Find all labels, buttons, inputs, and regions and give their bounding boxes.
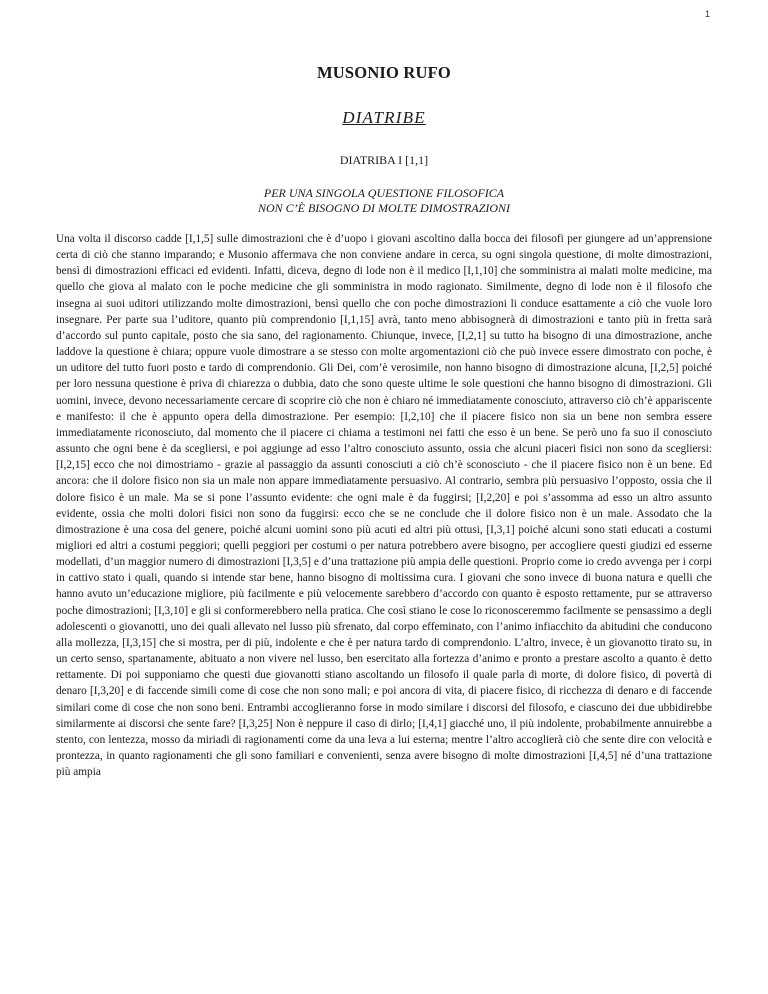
section-title: DIATRIBA I [1,1] <box>339 153 429 167</box>
subtitle-line-2: NON C’È BISOGNO DI MOLTE DIMOSTRAZIONI <box>257 201 511 215</box>
page-number: 1 <box>704 9 710 19</box>
section-subtitle <box>0 186 768 216</box>
subtitle-line-1: PER UNA SINGOLA QUESTIONE FILOSOFICA <box>263 186 505 200</box>
work-title: DIATRIBE <box>342 108 426 127</box>
author-heading: MUSONIO RUFO <box>317 63 451 82</box>
body-paragraph: Una volta il discorso cadde [I,1,5] sulle dimostrazioni che è d’uopo i giovani ascoltino dalla bocca dei filosofi per giungere ad un’apprensione certa di ciò che stanno imparando; e Musonio affermava che non conviene andare in cerca, su ogni singola questione, di molte dimostrazioni, bensì di dimostrazioni efficaci ed evidenti. Infatti, diceva, degno di lode non è il medico [I,1,10] che somministra ai malati molte medicine, ma quello che giova al malato con le poche medicine che gli somministra in modo ragionato. Similmente, degno di lode non è il filosofo che insegna ai suoi uditori utilizzando molte dimostrazioni, bensì quello che con poche dimostrazioni li conduce esattamente a ciò che vuole loro insegnare. Per parte sua l’uditore, quanto più comprendonio [I,1,15] avrà, tanto meno abbisognerà di dimostrazioni e tanto più in fretta sarà d’accordo sul punto capitale, posto che sia sano, del ragionamento. Chiunque, invece, [I,2,1] su tutto ha bisogno di una dimostrazione, anche laddove la questione è chiara; oppure vuole dimostrare a se stesso con molte argomentazioni ciò che può invece essere dimostrato con poche, è un uditore del tutto fuori posto e tardo di comprendonio. Gli Dei, com’è verosimile, non hanno bisogno di dimostrazione alcuna, [I,2,5] poiché per loro nessuna questione è priva di chiarezza o dubbia, dato che sono queste ultime le sole questioni che hanno bisogno di dimostrazioni. Gli uomini, invece, devono necessariamente cercare di scoprire ciò che non è chiaro né immediatamente conosciuto, attraverso ciò ch’è appariscente e manifesto: il che è appunto opera della dimostrazione. Per esempio: [I,2,10] che il piacere fisico non sia un bene non sembra essere immediatamente riconosciuto, dal momento che il piacere ci chiama a testimoni nei fatti che esso è un bene. Se però uno fa suo il conosciuto assunto che ogni bene è da scegliersi, e poi aggiunge ad esso l’altro conosciuto assunto, ossia che alcuni piaceri fisici non sono da scegliersi: [I,2,15] ecco che noi dimostriamo - grazie al passaggio da assunti conosciuti a ciò ch’è sconosciuto - che il piacere fisico non è un bene. Ed ancora: che il dolore fisico non sia un male non appare immediatamente persuasivo. Al contrario, sembra più persuasivo l’opposto, ossia che il dolore fisico è un male. Ma se si pone l’assunto evidente: che ogni male è da fuggirsi; [I,2,20] e poi s’assomma ad esso un altro assunto evidente, ossia che molti dolori fisici non sono da fuggirsi: ecco che se ne conclude che il dolore fisico non è un male. Assodato che la dimostrazione è una cosa del genere, poiché alcuni uomini sono più acuti ed altri più ottusi, [I,3,1] poiché alcuni sono stati educati a costumi migliori ed altri a costumi peggiori; quelli peggiori per costumi o per natura potrebbero avere bisogno, per accogliere questi giudizi ed esserne modellati, d’un maggior numero di dimostrazioni [I,3,5] e d’una trattazione più ampia delle questioni. Proprio come io credo avvenga per i corpi in cattivo stato i quali, quando si intende star bene, hanno bisogno di moltissima cura. I giovani che sono invece di buona natura e quelli che hanno avuto un’educazione migliore, più facilmente e più velocemente sarebbero d’accordo con quanto è esposto rettamente, pur se attraverso poche dimostrazioni; [I,3,10] e gli si conformerebbero nella pratica. Che così stiano le cose lo riconosceremmo facilmente se pensassimo a degli adolescenti o giovanotti, uno dei quali allevato nel lusso più sfrenato, dal corpo effeminato, con l’animo infiacchito da abitudini che conducono alla mollezza, [I,3,15] che si mostra, per di più, indolente e che è per natura tardo di comprendonio. L’altro, invece, è un giovanotto tirato su, in un certo senso, spartanamente, abituato a non vivere nel lusso, ben esercitato alla fortezza d’animo e pronto a prestare ascolto a quanto è detto rettamente. Di poi supponiamo che questi due giovanotti stiano ascoltando un filosofo il quale parla di morte, di dolore fisico, di povertà di denaro [I,3,20] e di faccende simili come di cose che non sono mali; e poi ancora di vita, di piacere fisico, di ricchezza di denaro e di faccende similari come di cose che non sono beni. Entrambi accoglieranno forse in modo similare i discorsi del filosofo, e ciascuno dei due ubbidirebbe similarmente ai discorsi che sente fare? [I,3,25] Non è neppure il caso di dirlo; [I,4,1] giacché uno, il più indolente, probabilmente annuirebbe a stento, con lentezza, mosso da miriadi di ragionamenti come da una leva a lui esterna; mentre l’altro accoglierà ciò che sente dire con velocità e prontezza, in quanto ragionamenti che gli sono familiari e convenienti, senza avere bisogno di molte dimostrazioni [I,4,5] né d’una trattazione più ampia <box>56 233 712 779</box>
